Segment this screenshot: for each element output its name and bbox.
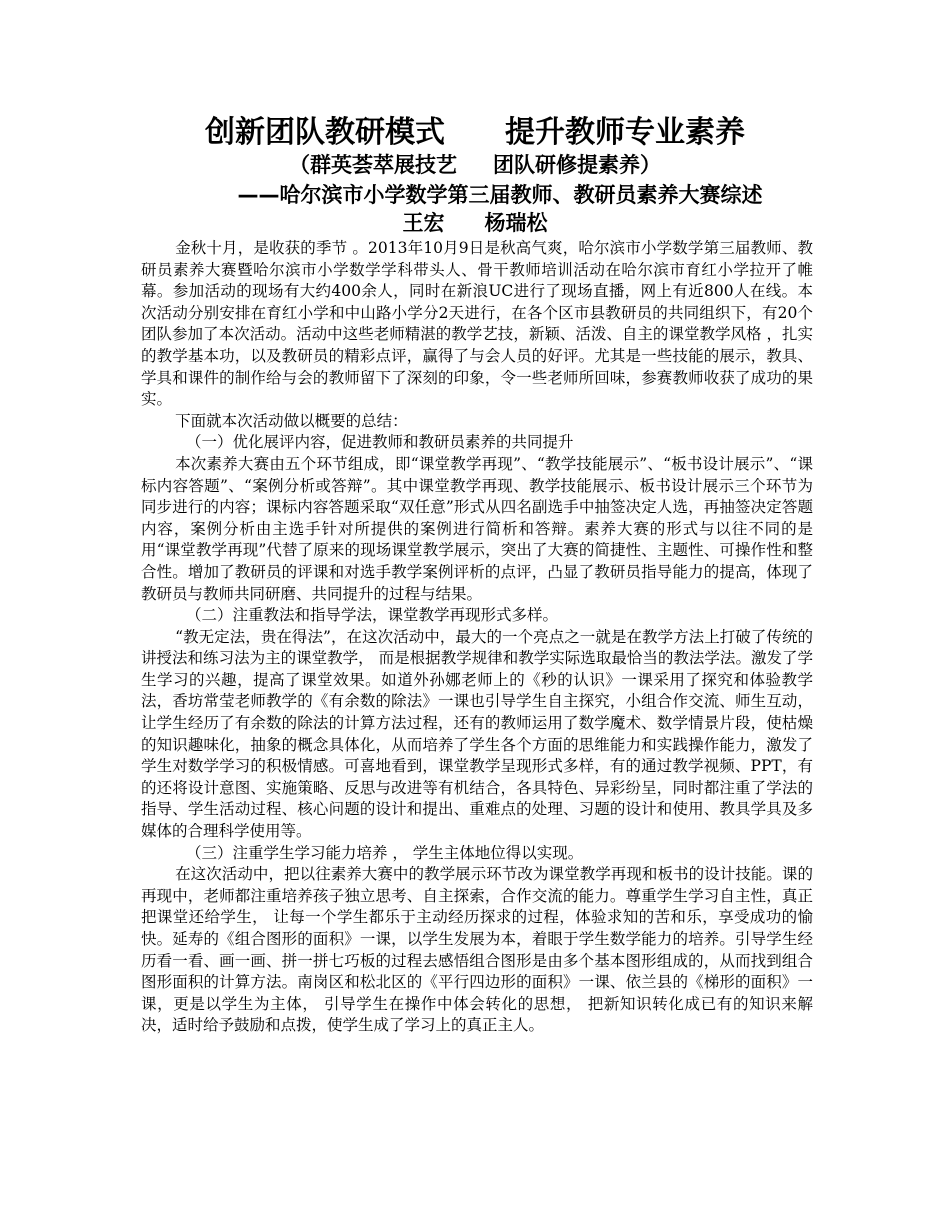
document-authors: [0, 208, 950, 238]
author-1: 王宏: [402, 211, 445, 235]
subtitle-part-1: （群英荟萃展技艺: [289, 153, 457, 177]
section-heading-3: （三）注重学生学习能力培养 ， 学生主体地位得以实现。: [185, 843, 584, 862]
document-subtitle: [0, 150, 950, 180]
paragraph-section-3: 在这次活动中，把以往素养大赛中的教学展示环节改为课堂教学再现和板书的设计技能。课的再现中，老师都注重培养孩子独立思考、自主探索，合作交流的能力。尊重学生学习自主性，真正把课堂还给学生， 让每一个学生都乐于主动经历探求的过程，体验求知的苦和乐，享受成功的愉快。延寿的《组合图形的面积》一课，以学生发展为本，着眼于学生数学能力的培养。引导学生经历看一看、画一画、拼一拼七巧板的过程去感悟组合图形是由多个基本图形组成的，从而找到组合图形面积的计算方法。南岗区和松北区的《平行四边形的面积》一课、依兰县的《梯形的面积》一课，更是以学生为主体， 引导学生在操作中体会转化的思想， 把新知识转化成已有的知识来解决，适时给予鼓励和点拨，使学生成了学习上的真正主人。: [141, 865, 813, 1035]
title-part-1: 创新团队教研模式: [205, 115, 445, 150]
document-body: [141, 238, 813, 1037]
document-subtitle-2: ——哈尔滨市小学数学第三届教师、教研员素养大赛综述: [237, 183, 763, 207]
document-title: [0, 113, 950, 153]
paragraph-section-1: 本次素养大赛由五个环节组成，即“课堂教学再现”、“教学技能展示”、“板书设计展示”、“课标内容答题”、“案例分析或答辩”。其中课堂教学再现、教学技能展示、板书设计展示三个环节为同步进行的内容；课标内容答题采取“双任意”形式从四名副选手中抽签决定人选，再抽签决定答题内容，案例分析由主选手针对所提供的案例进行简析和答辩。素养大赛的形式与以往不同的是用“课堂教学再现”代替了原来的现场课堂教学展示，突出了大赛的简捷性、主题性、可操作性和整合性。增加了教研员的评课和对选手教学案例评析的点评，凸显了教研员指导能力的提高，体现了教研员与教师共同研磨、共同提升的过程与结果。: [141, 454, 813, 603]
subtitle-part-2: 团队研修提素养）: [493, 153, 661, 177]
paragraph-section-2: “教无定法，贵在得法”，在这次活动中，最大的一个亮点之一就是在教学方法上打破了传统的讲授法和练习法为主的课堂教学， 而是根据教学规律和教学实际选取最恰当的教法学法。激发了学生学习的兴趣，提高了课堂效果。如道外孙娜老师上的《秒的认识》一课采用了探究和体验教学法，香坊常莹老师教学的《有余数的除法》一课也引导学生自主探究，小组合作交流、师生互动，让学生经历了有余数的除法的计算方法过程，还有的教师运用了数学魔术、数学情景片段，使枯燥的知识趣味化，抽象的概念具体化，从而培养了学生各个方面的思维能力和实践操作能力，激发了学生对数学学习的积极情感。可喜地看到，课堂教学呈现形式多样，有的通过教学视频、PPT，有的还将设计意图、实施策略、反思与改进等有机结合，各具特色、异彩纷呈，同时都注重了学法的指导、学生活动过程、核心问题的设计和提出、重难点的处理、习题的设计和使用、教具学具及多媒体的合理科学使用等。: [141, 627, 813, 841]
title-part-2: 提升教师专业素养: [505, 115, 745, 150]
section-heading-1: （一）优化展评内容，促进教师和教研员素养的共同提升: [185, 433, 574, 452]
section-heading-2: （二）注重教法和指导学法，课堂教学再现形式多样。: [185, 606, 558, 625]
paragraph-summary-lead: 下面就本次活动做以概要的总结：: [175, 411, 408, 430]
author-2: 杨瑞松: [484, 211, 548, 235]
paragraph-intro: 金秋十月，是收获的季节 。2013年10月9日是秋高气爽，哈尔滨市小学数学第三届教师、教研员素养大赛暨哈尔滨市小学数学学科带头人、骨干教师培训活动在哈尔滨市育红小学拉开了帷幕。参加活动的现场有大约400余人，同时在新浪UC进行了现场直播，网上有近800人在线。本次活动分别安排在育红小学和中山路小学分2天进行，在各个区市县教研员的共同组织下，有20个团队参加了本次活动。活动中这些老师精湛的教学艺技，新颖、活泼、自主的课堂教学风格 ，扎实的教学基本功，以及教研员的精彩点评，赢得了与会人员的好评。尤其是一些技能的展示，教具、学具和课件的制作给与会的教师留下了深刻的印象，令一些老师所回味，参赛教师收获了成功的果实。: [141, 239, 813, 409]
